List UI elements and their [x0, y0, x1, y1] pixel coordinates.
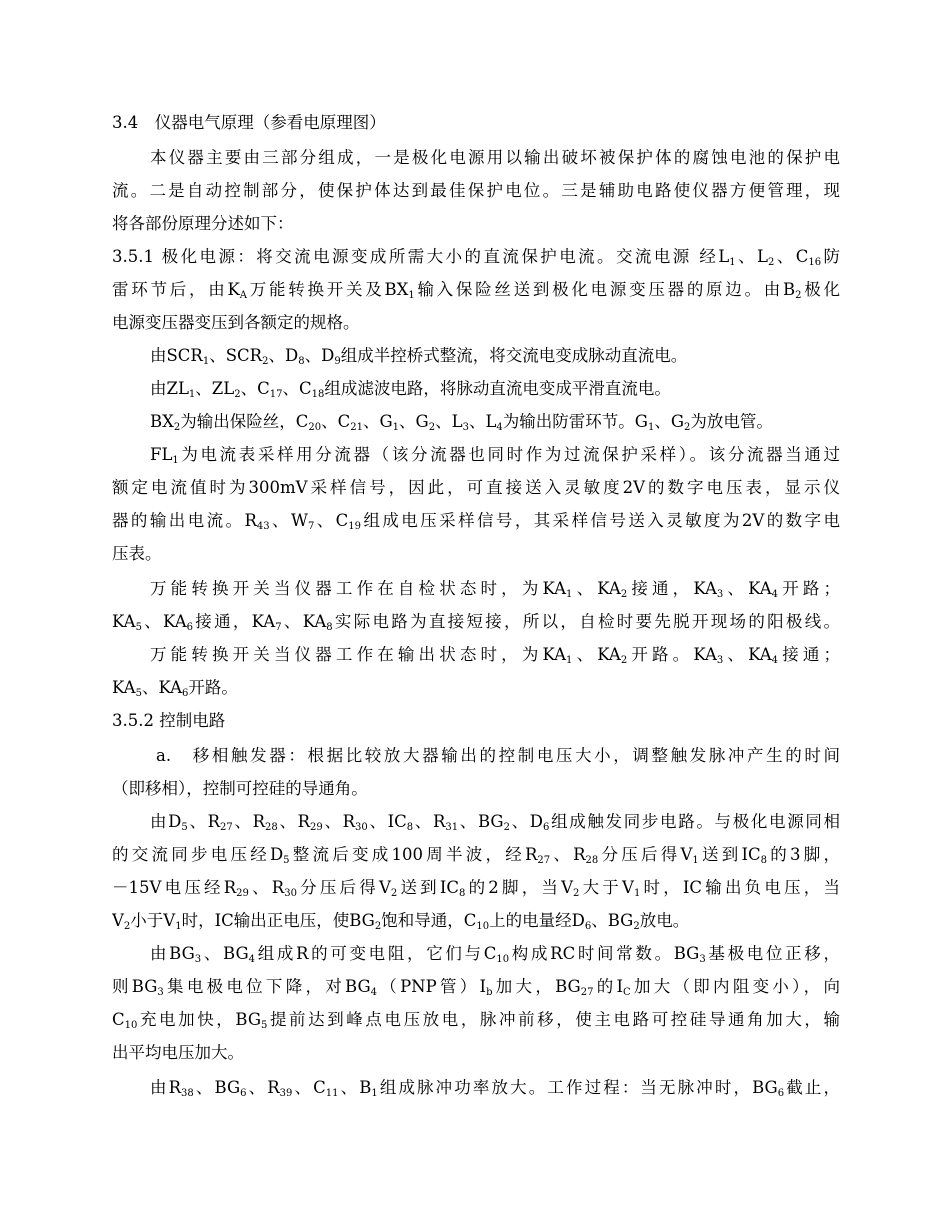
subscript: 2	[620, 589, 628, 600]
subscript: 28	[265, 822, 278, 833]
subscript: 27	[580, 987, 594, 998]
subscript: 2	[684, 422, 691, 433]
subscript: 3	[462, 422, 469, 433]
subscript: 1	[408, 290, 415, 301]
subscript: 2	[123, 921, 131, 932]
paragraph-line: 出平均电压加大。	[112, 1043, 244, 1062]
subscript: 8	[406, 822, 414, 833]
subscript: 16	[808, 257, 822, 268]
subscript: 3	[194, 954, 202, 965]
subscript: 2	[234, 389, 241, 400]
subscript: 1	[729, 257, 736, 268]
subscript: 9	[334, 356, 341, 367]
subscript: 1	[692, 855, 699, 866]
subscript: 39	[279, 1088, 293, 1099]
subscript: 5	[135, 688, 142, 699]
subscript: 3	[716, 655, 724, 666]
subscript: 2	[767, 257, 775, 268]
subscript: 4	[248, 954, 256, 965]
paragraph-line: －15V电压经$R_{29}$、$R_{30}$分压后得$V_2$送到$IC_8$的2脚，当$V_2$大于$V_1$时，IC输出负电压，当	[112, 878, 840, 899]
subscript: 1	[172, 455, 179, 466]
subscript: 21	[350, 422, 363, 433]
paragraph-line: 额定电流值时为300mV采样信号，因此，可直接送入灵敏度2V的数字电压表，显示仪	[112, 478, 840, 497]
paragraph-line: 万能转换开关当仪器工作在自检状态时，为$KA_1$、$KA_2$接通，$KA_3$、$KA_4$开路；	[150, 579, 840, 600]
paragraph-line: 由$D_5$、$R_{27}$、$R_{28}$、$R_{29}$、$R_{30}$、$IC_8$、$R_{31}$、$BG_2$、$D_6$组成触发同步电路。与极化电源同相	[150, 812, 840, 833]
subscript: 6	[777, 1088, 785, 1099]
subscript: 1	[202, 356, 210, 367]
subscript: 1	[392, 422, 400, 433]
subscript: b	[486, 987, 493, 998]
subscript: 5	[135, 622, 142, 633]
subscript: 5	[261, 1020, 268, 1031]
subscript: 8	[326, 622, 333, 633]
subscript: 17	[269, 389, 283, 400]
paragraph-line: $KA_5$、$KA_6$接通，$KA_7$、$KA_8$实际电路为直接短接，所以，自检时要先脱开现场的阳极线。	[112, 612, 840, 633]
subscript: 2	[173, 422, 181, 433]
paragraph-line: $KA_5$、$KA_6$开路。	[112, 678, 238, 699]
paragraph-line: 本仪器主要由三部分组成，一是极化电源用以输出破坏被保护体的腐蚀电池的保护电	[150, 148, 840, 167]
paragraph-line: $FL_1$为电流表采样用分流器（该分流器也同时作为过流保护采样）。该分流器当通过	[150, 445, 840, 466]
subscript: 27	[220, 822, 233, 833]
section-heading: 3.5.1 极化电源：将交流电源变成所需大小的直流保护电流。交流电源 经$L_1$、$L_2$、$C_{16}$防	[112, 247, 840, 268]
subscript: 6	[584, 921, 592, 932]
subscript: 1	[566, 655, 573, 666]
subscript: 4	[771, 589, 779, 600]
subscript: 4	[496, 422, 503, 433]
subscript: 2	[428, 422, 436, 433]
subscript: 2	[503, 822, 510, 833]
subscript: 31	[445, 822, 459, 833]
subscript: 3	[157, 987, 164, 998]
subscript: 6	[182, 688, 189, 699]
paragraph-line: 流。二是自动控制部分，使保护体达到最佳保护电位。三是辅助电路使仪器方便管理，现	[112, 181, 840, 200]
paragraph-line: 将各部份原理分述如下：	[112, 214, 294, 233]
subscript: 2	[374, 921, 382, 932]
subscript: 3	[699, 954, 706, 965]
paragraph-line: 器的输出电流。$R_{43}$、$W_7$、$C_{19}$组成电压采样信号，其采样信号送入灵敏度为2V的数字电	[112, 511, 840, 532]
subscript: 8	[298, 356, 305, 367]
subscript: 5	[181, 822, 188, 833]
subscript: 30	[284, 888, 297, 899]
subscript: 1	[566, 589, 573, 600]
subscript: 1	[371, 1088, 378, 1099]
subscript: 1	[188, 389, 196, 400]
subscript: 18	[311, 389, 325, 400]
subscript: 8	[459, 888, 466, 899]
subscript: 1	[175, 921, 182, 932]
subscript: 43	[256, 521, 270, 532]
paragraph-line: 则$BG_3$集电极电位下降，对$BG_4(PNP$管）$I_b$加大，$BG_{27}$的$I_C$加大（即内阻变小），向	[112, 977, 840, 998]
subscript: 1	[633, 888, 641, 899]
subscript: 11	[325, 1088, 339, 1099]
subscript: 6	[543, 822, 550, 833]
subscript: 2	[262, 356, 269, 367]
subscript: 4	[771, 655, 779, 666]
subscript: 10	[496, 954, 510, 965]
subscript: 7	[275, 622, 282, 633]
subscript: 10	[476, 921, 490, 932]
paragraph-line: 雷环节后，由$K_A$万能转换开关及$BX_1$输入保险丝送到极化电源变压器的原边。由$B_2$极化	[112, 280, 840, 301]
subscript: 5	[283, 855, 290, 866]
subscript: 29	[310, 822, 323, 833]
paragraph-line: （即移相），控制可控硅的导通角。	[112, 779, 368, 798]
subscript: 2	[390, 888, 398, 899]
paragraph-line: 万能转换开关当仪器工作在输出状态时，为$KA_1$、$KA_2$开路。$KA_3$、$KA_4$接通；	[150, 645, 840, 666]
paragraph-line: $C_{10}$充电加快，$BG_5$提前达到峰点电压放电，脉冲前移，使主电路可控硅导通角加大，输	[112, 1010, 840, 1031]
section-heading: 3.5.2 控制电路	[112, 711, 226, 730]
paragraph-line: a. 移相触发器：根据比较放大器输出的控制电压大小，调整触发脉冲产生的时间	[156, 746, 840, 765]
paragraph-line: 压表。	[112, 544, 162, 563]
paragraph-line: 由$R_{38}$、$BG_6$、$R_{39}$、$C_{11}$、$B_1$组成脉冲功率放大。工作过程：当无脉冲时，$BG_6$截止，	[150, 1078, 840, 1099]
paragraph-line: 由$SCR_1$、$SCR_2$、$D_8$、$D_9$组成半控桥式整流，将交流电变成脉动直流电。	[150, 346, 688, 367]
section-heading: 3.4 仪器电气原理（参看电原理图）	[112, 113, 386, 132]
subscript: 27	[537, 855, 551, 866]
subscript: 10	[124, 1020, 138, 1031]
subscript: 3	[716, 589, 724, 600]
paragraph-line: 电源变压器变压到各额定的规格。	[112, 313, 360, 332]
subscript: 28	[585, 855, 599, 866]
subscript: 6	[240, 1088, 247, 1099]
paragraph-line: 由$BG_3$、$BG_4$组成R的可变电阻，它们与$C_{10}$构成RC时间常数。$BG_3$基极电位正移，	[150, 944, 840, 965]
subscript: 6	[186, 622, 193, 633]
paragraph-line: $V_2$小于$V_1$时，IC输出正电压，使$BG_2$饱和导通，$C_{10}$上的电量经$D_6$、$BG_2$放电。	[112, 911, 690, 932]
subscript: 1	[647, 422, 655, 433]
subscript: 2	[633, 921, 640, 932]
subscript: 20	[308, 422, 322, 433]
subscript: 30	[355, 822, 368, 833]
subscript: 8	[760, 855, 768, 866]
paragraph-line: 的交流同步电压经$D_5$整流后变成100周半波，经$R_{27}$、$R_{28}$分压后得$V_1$送到$IC_8$的3脚，	[112, 845, 840, 866]
subscript: 4	[370, 987, 378, 998]
subscript: 29	[236, 888, 249, 899]
paragraph-line: 由$ZL_1$、$ZL_2$、$C_{17}$、$C_{18}$组成滤波电路，将脉动直流电变成平滑直流电。	[150, 379, 671, 400]
subscript: 7	[307, 521, 315, 532]
subscript: A	[239, 290, 248, 301]
subscript: 2	[795, 290, 802, 301]
subscript: C	[623, 987, 631, 998]
subscript: 38	[181, 1088, 194, 1099]
subscript: 19	[348, 521, 362, 532]
subscript: 2	[573, 888, 580, 899]
paragraph-line: $BX_2$为输出保险丝，$C_{20}$、$C_{21}$、$G_1$、$G_2$、$L_3$、$L_4$为输出防雷环节。$G_1$、$G_2$为放电管。	[150, 412, 773, 433]
subscript: 2	[620, 655, 628, 666]
